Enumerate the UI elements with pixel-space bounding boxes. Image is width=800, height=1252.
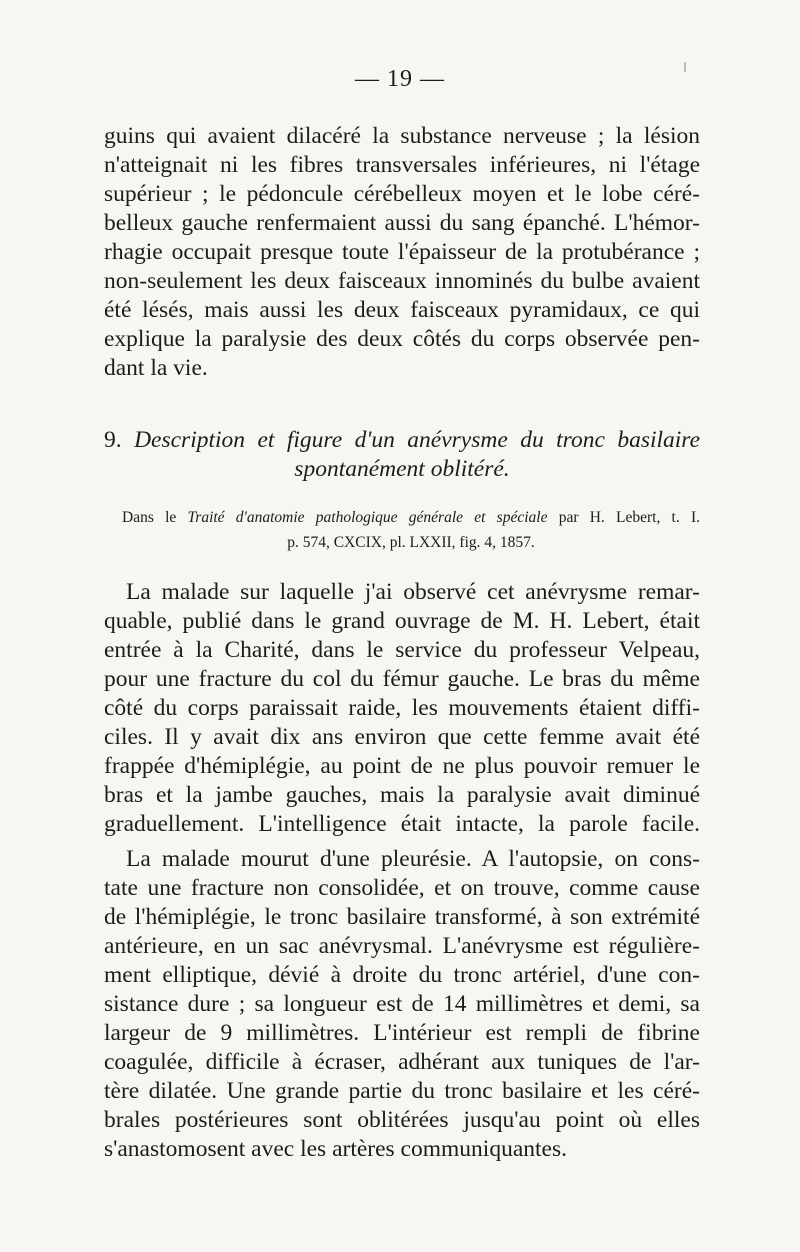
text-line: frappée d'hémiplégie, au point de ne plus pouvoir remuer le: [104, 753, 700, 779]
section-number: 9.: [104, 427, 122, 453]
heading-title: Description et figure d'un anévrysme du tronc basilaire: [134, 427, 701, 453]
paragraph-3: [104, 845, 700, 1164]
text-line: été lésés, mais aussi les deux faisceaux pyramidaux, ce qui: [104, 297, 700, 323]
text-line: n'atteignait ni les fibres transversales inférieures, ni l'étage: [104, 152, 700, 178]
citation-work-title: Traité d'anatomie pathologique générale et spéciale: [187, 509, 548, 526]
text-line: côté du corps paraissait raide, les mouvements étaient diffi-: [104, 695, 700, 721]
citation-line-2: p. 574, CXCIX, pl. LXXII, fig. 4, 1857.: [287, 534, 535, 551]
text-line: de l'hémiplégie, le tronc basilaire transformé, à son extrémité: [104, 904, 700, 930]
text-line: dant la vie.: [104, 355, 208, 381]
heading-line-2: spontanément oblitéré.: [294, 456, 510, 482]
text-line: tère dilatée. Une grande partie du tronc basilaire et les céré-: [104, 1078, 700, 1104]
citation-line-1: [122, 505, 700, 530]
text-line: quable, publié dans le grand ouvrage de M. H. Lebert, était: [104, 608, 700, 634]
heading-line-1: [104, 426, 700, 455]
text-line: bras et la jambe gauches, mais la paralysie avait diminué: [104, 782, 700, 808]
text-line: explique la paralysie des deux côtés du corps observée pen-: [104, 326, 700, 352]
citation-author: par H. Lebert, t. I.: [558, 509, 701, 526]
text-line: non-seulement les deux faisceaux innominés du bulbe avaient: [104, 268, 700, 294]
text-line: rhagie occupait presque toute l'épaisseur de la protubérance ;: [104, 239, 700, 265]
text-line: ment elliptique, dévié à droite du tronc artériel, d'une con-: [104, 962, 700, 988]
text-line: supérieur ; le pédoncule cérébelleux moyen et le lobe céré-: [104, 181, 700, 207]
paragraph-1: [104, 122, 700, 383]
text-line: graduellement. L'intelligence était intacte, la parole facile.: [104, 811, 700, 837]
text-line: guins qui avaient dilacéré la substance nerveuse ; la lésion: [104, 123, 700, 149]
text-line: ciles. Il y avait dix ans environ que cette femme avait été: [104, 724, 700, 750]
text-line: sistance dure ; sa longueur est de 14 millimètres et demi, sa: [104, 991, 700, 1017]
text-line: brales postérieures sont oblitérées jusqu'au point où elles: [104, 1107, 700, 1133]
citation-prefix: Dans le: [122, 509, 177, 526]
page-number: — 19 —: [355, 66, 445, 92]
text-line: pour une fracture du col du fémur gauche. Le bras du même: [104, 666, 700, 692]
paragraph-2: [104, 578, 700, 839]
text-line: La malade sur laquelle j'ai observé cet anévrysme remar-: [126, 579, 700, 605]
text-line: La malade mourut d'une pleurésie. A l'autopsie, on cons-: [126, 846, 700, 872]
text-line: antérieure, en un sac anévrysmal. L'anévrysme est régulière-: [104, 933, 700, 959]
section-heading: [104, 426, 700, 484]
text-line: largeur de 9 millimètres. L'intérieur est rempli de fibrine: [104, 1020, 700, 1046]
text-line: s'anastomosent avec les artères communiquantes.: [104, 1136, 567, 1162]
text-line: coagulée, difficile à écraser, adhérant aux tuniques de l'ar-: [104, 1049, 700, 1075]
citation: [122, 505, 700, 555]
text-line: belleux gauche renfermaient aussi du sang épanché. L'hémor-: [104, 210, 700, 236]
text-line: tate une fracture non consolidée, et on trouve, comme cause: [104, 875, 700, 901]
text-line: entrée à la Charité, dans le service du professeur Velpeau,: [104, 637, 700, 663]
